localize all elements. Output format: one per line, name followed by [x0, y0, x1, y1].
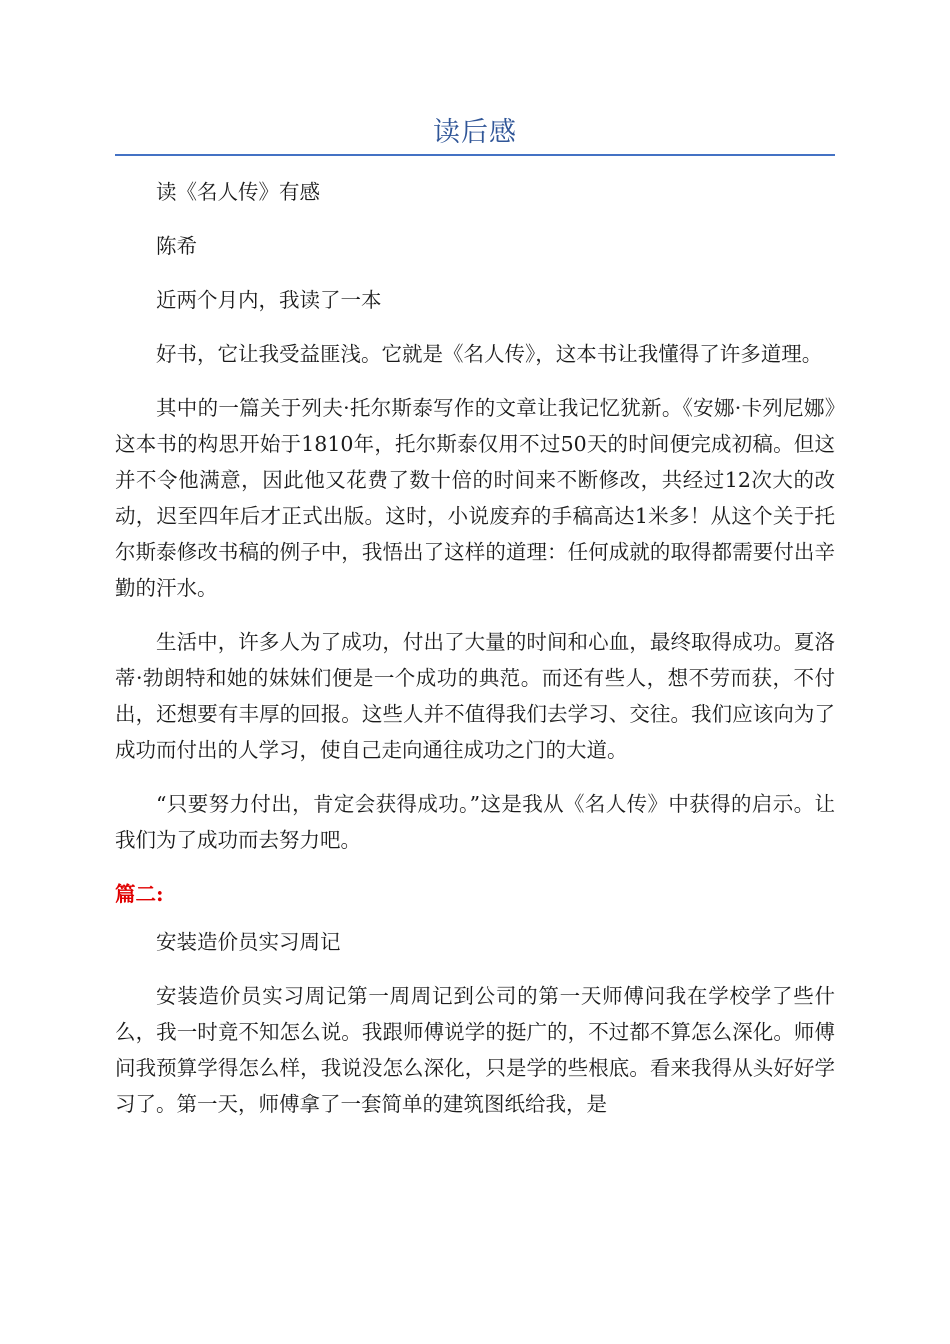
title-underline: [115, 154, 835, 156]
document-title: 读后感: [433, 117, 517, 148]
body-paragraph: 生活中，许多人为了成功，付出了大量的时间和心血，最终取得成功。夏洛蒂·勃朗特和她的妹妹们便是一个成功的典范。而还有些人，想不劳而获，不付出，还想要有丰厚的回报。这些人并不值得我们去学习、交往。我们应该向为了成功而付出的人学习，使自己走向通往成功之门的大道。: [115, 630, 835, 762]
body-paragraph: 好书，它让我受益匪浅。它就是《名人传》，这本书让我懂得了许多道理。: [156, 342, 823, 366]
body-paragraph: 近两个月内，我读了一本: [156, 288, 382, 312]
body-paragraph: “只要努力付出，肯定会获得成功。”这是我从《名人传》中获得的启示。让我们为了成功而去努力吧。: [115, 792, 835, 852]
article-heading: 安装造价员实习周记: [156, 930, 341, 954]
section-label: 篇二:: [115, 882, 164, 906]
body-paragraph: 安装造价员实习周记第一周周记到公司的第一天师傅问我在学校学了些什么，我一时竟不知怎么说。我跟师傅说学的挺广的，不过都不算怎么深化。师傅问我预算学得怎么样，我说没怎么深化，只是学的些根底。看来我得从头好好学习了。第一天，师傅拿了一套简单的建筑图纸给我，是: [115, 984, 835, 1116]
document-body: [115, 174, 835, 1140]
article-author: 陈希: [156, 234, 197, 258]
body-paragraph: 其中的一篇关于列夫·托尔斯泰写作的文章让我记忆犹新。《安娜·卡列尼娜》这本书的构思开始于1810年，托尔斯泰仅用不过50天的时间便完成初稿。但这并不令他满意，因此他又花费了数十倍的时间来不断修改，共经过12次大的改动，迟至四年后才正式出版。这时，小说废弃的手稿高达1米多！从这个关于托尔斯泰修改书稿的例子中，我悟出了这样的道理：任何成就的取得都需要付出辛勤的汗水。: [115, 396, 835, 600]
article-heading: 读《名人传》有感: [156, 180, 320, 204]
